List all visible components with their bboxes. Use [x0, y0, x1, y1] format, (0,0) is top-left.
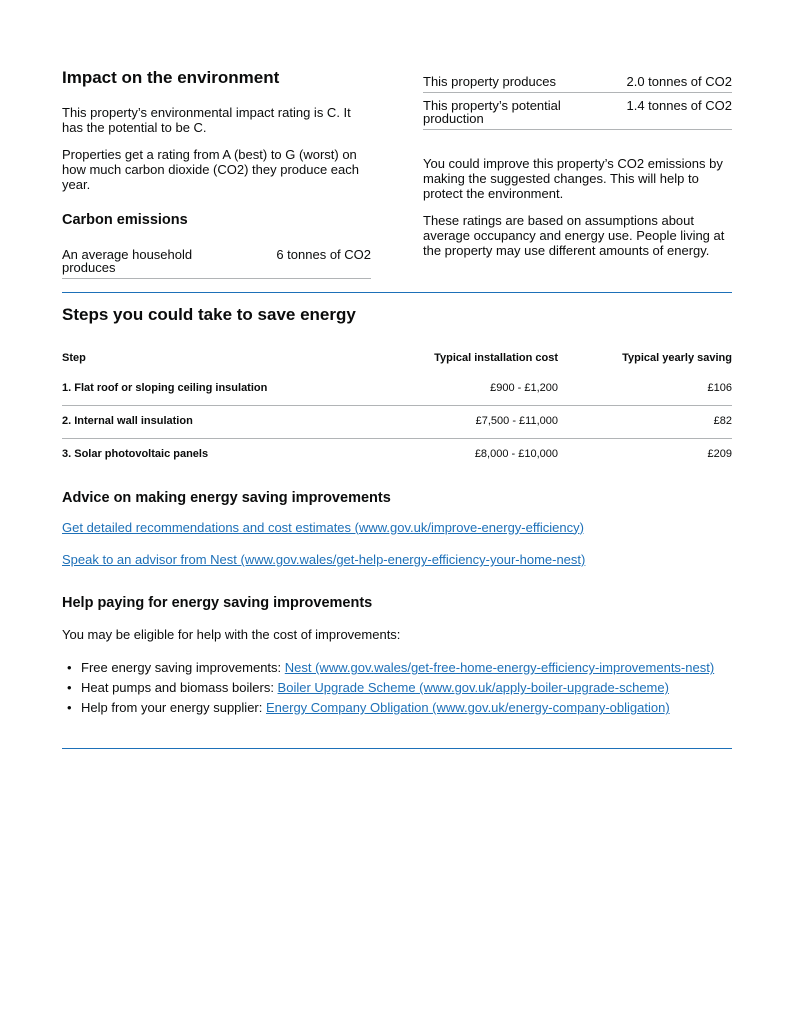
environment-right-column: [423, 68, 732, 279]
bullet-icon: •: [67, 660, 72, 676]
table-row: [62, 405, 732, 438]
list-item: [62, 698, 732, 718]
step-name: 2. Internal wall insulation: [62, 405, 372, 438]
table-row: [62, 438, 732, 471]
step-cost: £7,500 - £11,000: [372, 405, 558, 438]
help-intro: You may be eligible for help with the cost of improvements:: [62, 627, 401, 643]
carbon-emissions-title: Carbon emissions: [62, 212, 188, 229]
recommendations-link[interactable]: Get detailed recommendations and cost estimates (www.gov.uk/improve-energy-efficiency): [62, 519, 584, 535]
step-cost: £900 - £1,200: [372, 372, 558, 405]
step-saving: £209: [707, 448, 732, 461]
eco-link[interactable]: Energy Company Obligation (www.gov.uk/energy-company-obligation): [265, 700, 670, 716]
advice-link-row: [62, 520, 732, 536]
step-name: 3. Solar photovoltaic panels: [62, 448, 209, 461]
advice-title: Advice on making energy saving improvements: [62, 490, 391, 507]
step-saving: £106: [558, 372, 732, 405]
environment-left-column: [62, 68, 371, 279]
list-item: [62, 678, 732, 698]
nest-advisor-link[interactable]: Speak to an advisor from Nest (www.gov.wales/get-help-energy-efficiency-your-home-nest): [62, 552, 586, 568]
step-saving: £82: [558, 405, 732, 438]
advice-link-row: [62, 552, 732, 568]
household-emissions-row: [62, 248, 371, 279]
property-produces-value: 2.0 tonnes of CO2: [626, 74, 732, 89]
list-item: [62, 658, 732, 678]
epc-page: [62, 0, 732, 749]
saving-column-header: Typical yearly saving: [622, 351, 732, 364]
help-item-label: Heat pumps and biomass boilers:: [81, 680, 278, 696]
section-divider: [62, 292, 732, 293]
step-cost: £8,000 - £10,000: [474, 448, 558, 461]
steps-table: [62, 344, 732, 471]
boiler-upgrade-link[interactable]: Boiler Upgrade Scheme (www.gov.uk/apply-boiler-upgrade-scheme): [277, 680, 669, 696]
potential-production-row: [423, 99, 732, 130]
potential-production-label: This property’s potential production: [423, 98, 561, 126]
environment-section: [62, 68, 732, 279]
cost-column-header: Typical installation cost: [434, 351, 558, 364]
table-row: [62, 372, 732, 405]
step-column-header: Step: [62, 351, 86, 364]
help-title: Help paying for energy saving improvements: [62, 594, 373, 611]
help-item-label: Free energy saving improvements:: [81, 660, 285, 676]
environment-explanation: Properties get a rating from A (best) to G (worst) on how much carbon dioxide (CO2) they produce each year.: [62, 147, 359, 193]
improve-emissions-text: You could improve this property’s CO2 emissions by making the suggested changes. This will help to protect the environment.: [423, 156, 723, 201]
environment-rating-text: This property’s environmental impact rating is C. It has the potential to be C.: [62, 105, 351, 136]
bullet-icon: •: [67, 700, 72, 716]
property-produces-row: [423, 75, 732, 93]
step-name: 1. Flat roof or sloping ceiling insulation: [62, 372, 372, 405]
steps-title: Steps you could take to save energy: [62, 304, 356, 324]
help-item-label: Help from your energy supplier:: [81, 700, 266, 716]
property-produces-label: This property produces: [423, 74, 556, 89]
nest-improvements-link[interactable]: Nest (www.gov.wales/get-free-home-energy-efficiency-improvements-nest): [284, 660, 715, 676]
steps-table-header: [62, 344, 732, 372]
ratings-assumptions-text: These ratings are based on assumptions about average occupancy and energy use. People living at the property may use different amounts of energy.: [423, 213, 725, 258]
potential-production-value: 1.4 tonnes of CO2: [626, 98, 732, 113]
environment-title: Impact on the environment: [62, 68, 280, 87]
section-divider: [62, 748, 732, 749]
help-list: [62, 658, 732, 718]
household-emissions-value: 6 tonnes of CO2: [276, 246, 371, 262]
household-emissions-label: An average household produces: [62, 246, 193, 275]
bullet-icon: •: [67, 680, 72, 696]
